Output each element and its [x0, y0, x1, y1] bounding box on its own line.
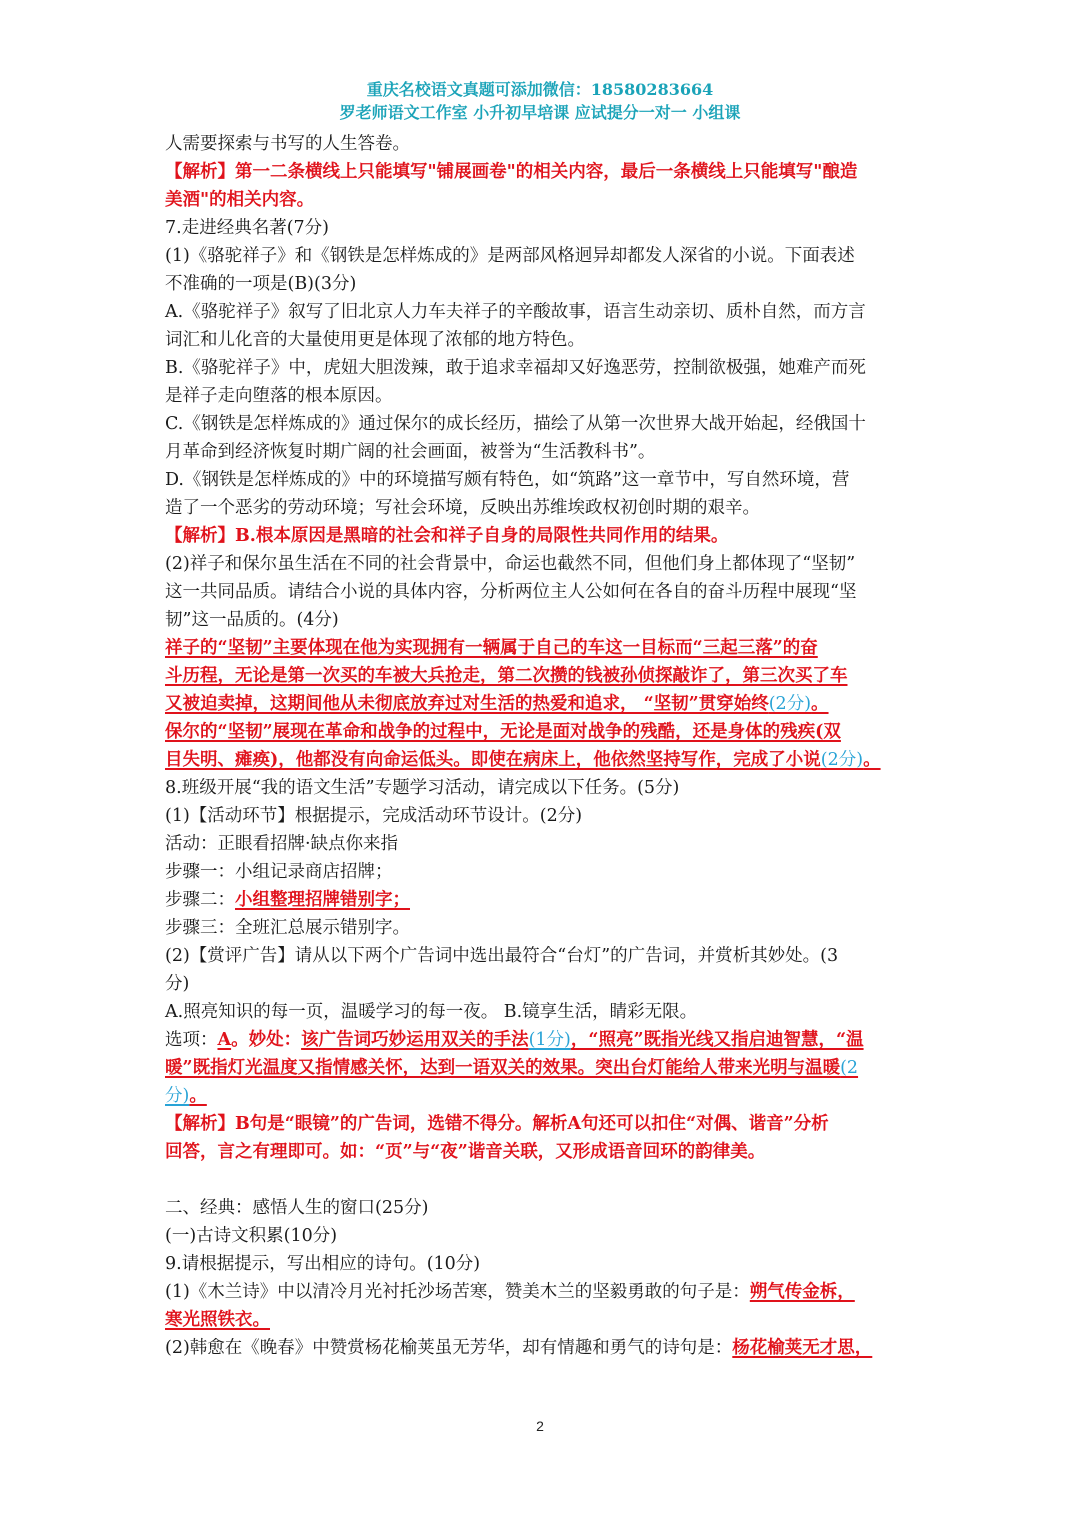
score-note: (2分) — [820, 750, 864, 770]
answer-line — [165, 746, 921, 774]
answer-line — [165, 1082, 921, 1110]
text-line: 步骤一：小组记录商店招牌； — [165, 862, 393, 882]
text-line: 造了一个恶劣的劳动环境；写社会环境，反映出苏维埃政权初创时期的艰辛。 — [165, 498, 760, 518]
text-line — [165, 886, 921, 914]
question-heading: 9.请根据提示，写出相应的诗句。(10分) — [165, 1254, 481, 1274]
header-line-2: 罗老师语文工作室 小升初早培课 应试提分一对一 小组课 — [339, 103, 741, 122]
answer-line: 斗历程，无论是第一次买的车被大兵抢走，第二次攒的钱被孙侦探敲诈了，第三次买了车 — [165, 666, 848, 686]
answer-text: ，“照亮”既指光线又指启迪智慧，“温 — [570, 1030, 864, 1050]
answer-line — [165, 1054, 921, 1082]
answer-choice: A — [217, 1030, 232, 1050]
answer-text: 杨花榆荚无才思， — [732, 1338, 873, 1358]
text-line: 这一共同品质。请结合小说的具体内容，分析两位主人公如何在各自的奋斗历程中展现“坚 — [165, 582, 857, 602]
text-line: (1)《骆驼祥子》和《钢铁是怎样炼成的》是两部风格迥异却都发人深省的小说。下面表述 — [165, 246, 855, 266]
text-line: 不准确的一项是(B)(3分) — [165, 274, 357, 294]
text-line: 人需要探索与书写的人生答卷。 — [165, 134, 410, 154]
step-label: 步骤二： — [165, 890, 235, 910]
answer-text: 。 — [811, 694, 829, 714]
answer-line: 保尔的“坚韧”展现在革命和战争的过程中，无论是面对战争的残酷，还是身体的残疾(双 — [165, 722, 841, 742]
text-line: 分) — [165, 974, 190, 994]
analysis-line: 【解析】B句是“眼镜”的广告词，选错不得分。解析A句还可以扣住“对偶、谐音”分析 — [165, 1114, 829, 1134]
answer-text: 小组整理招牌错别字； — [235, 890, 410, 910]
section-heading: 二、经典：感悟人生的窗口(25分) — [165, 1198, 429, 1218]
analysis-line: 【解析】B.根本原因是黑暗的社会和祥子自身的局限性共同作用的结果。 — [165, 526, 729, 546]
answer-text: 。 — [863, 750, 881, 770]
answer-text: 暖”既指灯光温度又指情感关怀，达到一语双关的效果。突出台灯能给人带来光明与温暖 — [165, 1058, 841, 1078]
text-line: 月革命到经济恢复时期广阔的社会画面，被誉为“生活教科书”。 — [165, 442, 656, 462]
score-note: (1分) — [528, 1030, 571, 1050]
analysis-line: 【解析】第一二条横线上只能填写"铺展画卷"的相关内容，最后一条横线上只能填写"酿造 — [165, 162, 858, 182]
question-text: (1)《木兰诗》中以清冷月光衬托沙场苦寒，赞美木兰的坚毅勇敢的句子是： — [165, 1282, 750, 1302]
subsection-heading: (一)古诗文积累(10分) — [165, 1226, 338, 1246]
answer-text: 朔气传金柝， — [749, 1282, 855, 1302]
option-d: D.《钢铁是怎样炼成的》中的环境描写颇有特色，如“筑路”这一章节中，写自然环境，营 — [165, 470, 850, 490]
document-body — [165, 130, 921, 1362]
text-line: (1)【活动环节】根据提示，完成活动环节设计。(2分) — [165, 806, 583, 826]
question-heading: 7.走进经典名著(7分) — [165, 218, 329, 238]
score-note: (2分) — [768, 694, 812, 714]
text-line: 步骤三：全班汇总展示错别字。 — [165, 918, 410, 938]
answer-text: 目失明、瘫痪)，他都没有向命运低头。即使在病床上，他依然坚持写作，完成了小说 — [165, 750, 821, 770]
text-line: 韧”这一品质的。(4分) — [165, 610, 339, 630]
answer-line — [165, 690, 921, 718]
analysis-line: 美酒"的相关内容。 — [165, 190, 315, 210]
answer-text: 。 — [189, 1086, 207, 1106]
answer-line: 寒光照铁衣。 — [165, 1310, 270, 1330]
page-header — [0, 78, 1080, 124]
text-line — [165, 1026, 921, 1054]
score-note: (2 — [840, 1058, 859, 1078]
header-line-1: 重庆名校语文真题可添加微信：18580283664 — [366, 80, 714, 99]
page-number: 2 — [536, 1418, 544, 1434]
text-line: 活动：正眼看招牌·缺点你来指 — [165, 834, 399, 854]
spacer — [165, 1166, 921, 1194]
text-line: 是祥子走向堕落的根本原因。 — [165, 386, 393, 406]
text-line — [165, 1334, 921, 1362]
label: 。妙处： — [231, 1030, 302, 1050]
option-c: C.《钢铁是怎样炼成的》通过保尔的成长经历，描绘了从第一次世界大战开始起，经俄国十 — [165, 414, 866, 434]
option-b: B.《骆驼祥子》中，虎妞大胆泼辣，敢于追求幸福却又好逸恶劳，控制欲极强，她难产而死 — [165, 358, 866, 378]
analysis-line: 回答，言之有理即可。如：“页”与“夜”谐音关联，又形成语音回环的韵律美。 — [165, 1142, 766, 1162]
text-line: (2)【赏评广告】请从以下两个广告词中选出最符合“台灯”的广告词，并赏析其妙处。(3 — [165, 946, 839, 966]
score-note: 分) — [165, 1086, 190, 1106]
option-a: A.《骆驼祥子》叙写了旧北京人力车夫祥子的辛酸故事，语言生动亲切、质朴自然，而方言 — [165, 302, 866, 322]
text-line: 词汇和儿化音的大量使用更是体现了浓郁的地方特色。 — [165, 330, 585, 350]
answer-text: 又被迫卖掉，这期间他从未彻底放弃过对生活的热爱和追求， “坚韧”贯穿始终 — [165, 694, 769, 714]
answer-text: 该广告词巧妙运用双关的手法 — [301, 1030, 529, 1050]
question-text: (2)韩愈在《晚春》中赞赏杨花榆荚虽无芳华，却有情趣和勇气的诗句是： — [165, 1338, 733, 1358]
ad-options: A.照亮知识的每一页，温暖学习的每一夜。 B.镜享生活，睛彩无限。 — [165, 1002, 698, 1022]
label: 选项： — [165, 1030, 218, 1050]
question-heading: 8.班级开展“我的语文生活”专题学习活动，请完成以下任务。(5分) — [165, 778, 680, 798]
text-line — [165, 1278, 921, 1306]
answer-line: 祥子的“坚韧”主要体现在他为实现拥有一辆属于自己的车这一目标而“三起三落”的奋 — [165, 638, 818, 658]
text-line: (2)祥子和保尔虽生活在不同的社会背景中，命运也截然不同，但他们身上都体现了“坚韧” — [165, 554, 856, 574]
